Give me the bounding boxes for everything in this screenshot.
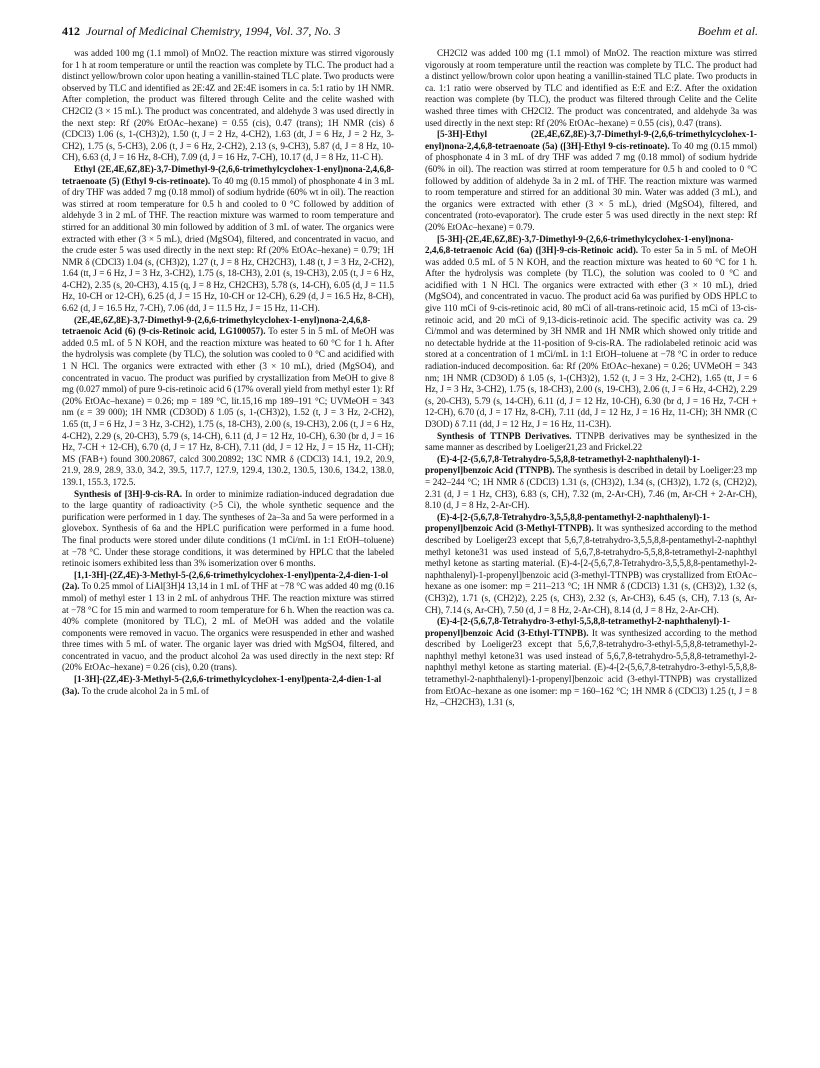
paragraph-text: was added 100 mg (1.1 mmol) of MnO2. The reaction mixture was stirred vigorously for 1 h at room temperature or until the reaction was complete by TLC. The product had a distinct yellow/brown color upon heating a vanillin-stained TLC plate. Two products were observed by TLC and identified as 2E:4Z and 2E:4E isomers in ca. 5:1 ratio by 1H NMR. After completion, the product was filtered through Celite and the celite washed with CH2Cl2 (3 × 15 mL). The product was concentrated, and aldehyde 3 was used directly in the next step: Rf (20% EtOAc–hexane) = 0.55 (cis), 0.47 (trans); 1H NMR (cis) δ (CDCl3) 1.06 (s, 1-(CH3)2), 1.50 (t, J = 2 Hz, 4-CH2), 1.63 (dt, J = 6 Hz, J = 2 Hz, 3-CH2), 1.75 (s, 5-CH3), 2.06 (t, J = 6 Hz, 2-CH2), 2.13 (s, 9-CH3), 5.87 (d, J = 8 Hz, 10-CH), 6.63 (d, J = 16 Hz, 8-CH), 7.09 (d, J = 16 Hz, 7-CH), 10.17 (d, J = 8 Hz, 11-C H).: [62, 48, 394, 163]
journal-citation: Journal of Medicinal Chemistry, 1994, Vol. 37, No. 3: [86, 24, 341, 38]
paragraph-heading: (E)-4-[2-(5,6,7,8-Tetrahydro-3-ethyl-5,5,8,8-tetramethyl-2-naphthalenyl)-1-propenyl]benzoic Acid (3-Ethyl-TTNPB).: [425, 616, 730, 638]
paragraph: [62, 164, 394, 315]
paragraph-text: To 40 mg (0.15 mmol) of phosphonate 4 in 3 mL of dry THF was added 7 mg (0.18 mmol) of sodium hydride (60% wt in oil). The reaction was stirred at room temperature for 0.5 h and cooled to 0 °C followed by addition of aldehyde 3 in 2 mL of THF. The reaction mixture was warmed to room temperature and stirred for an additional 30 min followed by addition of 3 mL of water. The organics were extracted with ether (3 × 5 mL), dried (MgSO4), filtered, and concentrated in vacuo, and the crude ester 5 was used directly in the next step: Rf (20% EtOAc–hexane) = 0.79; 1H NMR δ (CDCl3) 1.04 (s, (CH3)2), 1.27 (t, J = 8 Hz, CH2CH3), 1.48 (t, J = 3 Hz, 2-CH2), 1.64 (tt, J = 6 Hz, J = 3 Hz, 3-CH2), 1.75 (s, 18-CH3), 2.01 (s, 19-CH3), 2.05 (t, J = 6 Hz, 4-CH2), 2.35 (s, 20-CH3), 4.15 (q, J = 8 Hz, CH2CH3), 5.78 (s, 14-CH), 6.05 (d, J = 11.5 Hz, 10-CH or 12-CH), 6.25 (d, J = 15 Hz, 10-CH or 12-CH), 6.29 (d, J = 16.5 Hz, 8-CH), 6.62 (d, J = 16.5 Hz, 7-CH), 7.06 (dd, J = 11.5 Hz, J = 15 Hz, 11-CH).: [62, 175, 394, 314]
paragraph: [425, 512, 757, 616]
paragraph: [62, 674, 394, 697]
right-column: [425, 48, 757, 1058]
paragraph-text: To 40 mg (0.15 mmol) of phosphonate 4 in 3 mL of dry THF was added 7 mg (0.18 mmol) of sodium hydride (60% in oil). The reaction was stirred at room temperature for 0.5 h and cooled to 0 °C followed by addition of aldehyde 3a in 2 mL of THF. The reaction mixture was warmed to room temperature and stirred for an additional 30 min. Water was added (3 mL), and the organics were extracted with ether (3 × 5 mL), dried (MgSO4), filtered, and concentrated (roto-evaporator). The crude ester 5 was used directly in the next step: Rf (20% EtOAc–hexane) = 0.79.: [425, 140, 757, 232]
paragraph-text: The synthesis is described in detail by Loeliger:23 mp = 242–244 °C; 1H NMR δ (CDCl3) 1.31 (s, (CH3)2), 1.34 (s, (CH3)2), 1.72 (s, (CH2)2), 2.31 (d, J = 1 Hz, CH3), 6.83 (s, CH), 7.32 (m, 2-Ar-CH), 7.46 (m, Ar-CH + 2-Ar-CH), 8.10 (d, J = 8 Hz, 2-Ar-CH).: [425, 465, 757, 511]
running-head-author: Boehm et al.: [697, 24, 758, 38]
paragraph-heading: Synthesis of [3H]-9-cis-RA.: [74, 488, 183, 499]
paragraph-heading: Ethyl (2E,4E,6Z,8E)-3,7-Dimethyl-9-(2,6,6-trimethylcyclohex-1-enyl)nona-2,4,6,8-tetraenoate (5) (Ethyl 9-cis-retinoate).: [62, 163, 394, 186]
paragraph-text: To ester 5a in 5 mL of MeOH was added 0.5 mL of 5 N KOH, and the reaction mixture was heated to 60 °C for 1 h. After the hydrolysis was complete (by TLC), the solution was cooled to 0 °C and acidified with 1 N HCl. The organics were extracted with ether (3 × 10 mL), dried (MgSO4), and concentrated in vacuo. The product acid 6a was purified by ODS HPLC to give 110 mCi of 9-cis-retinoic acid, 80 mCi of all-trans-retinoic acid, 15 mCi of 13-cis-retinoic acid, and 20 mCi of 9,13-dicis-retinoic acid. The specific activity was ca. 29 Ci/mmol and was determined by 3H NMR and 1H NMR which showed only tritide and no detectable hydride at the 11-position of 9-cis-RA. The radiolabeled retinoic acid was stored at a concentration of 1 mCi/mL in 1:1 EtOH–toluene at −78 °C in order to reduce radiation-induced decomposition. 6a: Rf (20% EtOAc–hexane) = 0.26; UVMeOH = 343 nm; 1H NMR (CD3OD) δ 1.05 (s, 1-(CH3)2), 1.52 (t, J = 3 Hz, 2-CH2), 1.65 (tt, J = 6 Hz, J = 3 Hz, 3-CH2), 1.75 (s, 18-CH3), 2.00 (s, 19-CH3), 2.06 (t, J = 6 Hz, 4-CH2), 2.29 (s, 20-CH3), 5.79 (s, 14-CH), 6.11 (d, J = 12 Hz, 10-CH), 6.30 (br d, J = 16 Hz, 7-CH + 12-CH), 6.70 (d, J = 17 Hz, 8-CH), 7.11 (dd, J = 12 Hz, J = 16 Hz, 11-CH); 3H NMR (C D3OD) δ 7.11 (dd, J = 12 Hz, J = 16 Hz, 11-C3H).: [425, 245, 757, 429]
paragraph: [425, 454, 757, 512]
paragraph-heading: [1-3H]-(2Z,4E)-3-Methyl-5-(2,6,6-trimethylcyclohex-1-enyl)penta-2,4-dien-1-al (3a).: [62, 674, 382, 696]
paragraph: [62, 48, 394, 164]
paragraph-text: CH2Cl2 was added 100 mg (1.1 mmol) of MnO2. The reaction mixture was stirred vigorously at room temperature until the reaction was complete by TLC. The product had a distinct yellow/brown color upon heating a vanillin-stained TLC plate. Two products in ca. 1:1 ratio were observed by TLC and identified as E:E and E:Z. After the oxidation reaction was complete (by TLC), the product was filtered through Celite and the Celite washed three times with CH2Cl2. The product was concentrated, and aldehyde 3a was used directly in the next step: Rf (20% EtOAc–hexane) = 0.55 (cis), 0.47 (trans).: [425, 48, 757, 128]
paragraph-text: It was synthesized according to the method described by Loeliger23 except that 5,6,7,8-tetrahydro-3-ethyl-5,5,8,8-tetramethyl-2-naphthyl methyl ketone31 was used instead of 5,6,7,8-tetrahydro-5,5,8,8-tetramethyl-2-naphthyl methyl ketone as starting material. (E)-4-[2-(5,6,7,8-tetrahydro-3-ethyl-5,5,8,8-tetramethyl-2-naphthalenyl)-1-propenyl]benzoic acid (3-ethyl-TTNPB) was crystallized from EtOAc–hexane as one isomer: mp = 160–162 °C; 1H NMR δ (CDCl3) 1.25 (t, J = 8 Hz, –CH2CH3), 1.31 (s,: [425, 627, 757, 708]
running-head-left: [62, 24, 340, 39]
paragraph: [62, 315, 394, 489]
paragraph-heading: [5-3H]-Ethyl (2E,4E,6Z,8E)-3,7-Dimethyl-9-(2,6,6-trimethylcyclohex-1-enyl)nona-2,4,6,8-tetraenoate (5a) ([3H]-Ethyl 9-cis-retinoate).: [425, 129, 757, 151]
paragraph-heading: (E)-4-[2-(5,6,7,8-Tetrahydro-3,5,5,8,8-pentamethyl-2-naphthalenyl)-1-propenyl]benzoic Acid (3-Methyl-TTNPB).: [425, 511, 710, 534]
paragraph-heading: (2E,4E,6Z,8E)-3,7-Dimethyl-9-(2,6,6-trimethylcyclohex-1-enyl)nona-2,4,6,8-tetraenoic Acid (6) (9-cis-Retinoic acid, LG100057).: [62, 314, 371, 337]
running-head: [62, 24, 758, 42]
paragraph-heading: [5-3H]-(2E,4E,6Z,8E)-3,7-Dimethyl-9-(2,6,6-trimethylcyclohex-1-enyl)nona-2,4,6,8-tetraenoic Acid (6a) ([3H]-9-cis-Retinoic acid).: [425, 233, 734, 256]
paragraph-text: It was synthesized according to the method described by Loeliger23 except that 5,6,7,8-tetrahydro-3,5,5,8,8-pentamethyl-2-naphthyl methyl ketone31 was used instead of 5,6,7,8-tetrahydro-5,5,8,8-tetramethyl-2-naphthyl methyl ketone as starting material. (E)-4-[2-(5,6,7,8-Tetrahydro-3,5,5,8,8-pentamethyl-2-naphthalenyl)-1-propenyl]benzoic acid (3-methyl-TTNPB) was crystallized from EtOAc–hexane as one isomer: mp = 211–213 °C; 1H NMR δ (CDCl3) 1.31 (s, (CH3)2), 1.32 (s, (CH3)2), 1.71 (s, (CH2)2), 2.25 (s, CH3), 2.32 (s, Ar-CH3), 6.45 (s, CH), 7.13 (s, Ar-CH), 7.14 (s, Ar-CH), 7.50 (d, J = 8 Hz, 2-Ar-CH), 8.14 (d, J = 8 Hz, 2-Ar-CH).: [425, 523, 757, 615]
paragraph: [425, 129, 757, 233]
paragraph-heading: (E)-4-[2-(5,6,7,8-Tetrahydro-5,5,8,8-tetramethyl-2-naphthalenyl)-1-propenyl]benzoic Acid (TTNPB).: [425, 453, 700, 476]
paragraph-text: To ester 5 in 5 mL of MeOH was added 0.5 mL of 5 N KOH, and the reaction mixture was heated to 60 °C for 1 h. After the hydrolysis was complete (by TLC), the solution was cooled to 0 °C and acidified with 1 N HCl. The organics were extracted with ether (3 × 10 mL), dried (MgSO4), and concentrated in vacuo. The product was purified by crystallization from MeOH to give 8 mg (0.027 mmol) of pure 9-cis-retinoic acid 6 (17% overall yield from methyl ester 1): Rf (20% EtOAc–hexane) = 0.26; mp = 189 °C, lit.15,16 mp 189–191 °C; UVMeOH = 343 nm (ε = 39 000); 1H NMR (CD3OD) δ 1.05 (s, 1-(CH3)2), 1.52 (t, J = 3 Hz, 2-CH2), 1.65 (tt, J = 6 Hz, J = 3 Hz, 3-CH2), 1.75 (s, 18-CH3), 2.00 (s, 19-CH3), 2.06 (t, J = 6 Hz, 4-CH2), 2.29 (s, 20-CH3), 5.79 (s, 14-CH), 6.11 (d, J = 12 Hz, 10-CH), 6.30 (br d, J = 16 Hz, 7-CH + 12-CH), 6.70 (d, J = 17 Hz, 8-CH), 7.11 (dd, J = 12 Hz, J = 15 Hz, 11-CH); MS (FAB+) found 300.20867, calcd 300.20892; 13C NMR δ (CDCl3) 14.1, 19.2, 20.9, 21.9, 28.9, 28.9, 33.0, 34.2, 39.5, 117.7, 127.9, 129.4, 130.2, 130.5, 130.6, 134.2, 138.0, 139.1, 155.3, 172.5.: [62, 326, 394, 487]
paragraph-heading: [1,1-3H]-(2Z,4E)-3-Methyl-5-(2,6,6-trimethylcyclohex-1-enyl)penta-2,4-dien-1-ol (2a).: [62, 569, 389, 592]
paragraph-text: TTNPB derivatives may be synthesized in the same manner as described by Loeliger21,23 and Frickel.22: [425, 430, 757, 453]
paragraph: [425, 48, 757, 129]
left-column: [62, 48, 394, 1058]
paragraph-text: To the crude alcohol 2a in 5 mL of: [81, 685, 209, 696]
paragraph: [62, 570, 394, 674]
paragraph: [62, 489, 394, 570]
paragraph-heading: Synthesis of TTNPB Derivatives.: [437, 430, 572, 441]
page-number: 412: [62, 24, 80, 38]
paragraph: [425, 431, 757, 454]
paragraph-text: In order to minimize radiation-induced degradation due to the large quantity of radioactivity (>5 Ci), the whole synthetic sequence and the purification were performed in 1 day. The syntheses of 2a–3a and 5a were performed in a glovebox. Synthesis of 6a and the HPLC purification were performed in a fume hood. The final products were stored under dilute conditions (1 mCi/mL in 1:1 EtOH–toluene) at −78 °C. Under these storage conditions, it was determined by HPLC that the labeled retinoic isomers exhibited less than 3% isomerization over 6 months.: [62, 488, 394, 569]
paragraph: [425, 234, 757, 431]
paragraph: [425, 616, 757, 709]
paragraph-text: To 0.25 mmol of LiAl[3H]4 13,14 in 1 mL of THF at −78 °C was added 40 mg (0.16 mmol) of methyl ester 1 13 in 2 mL of anhydrous THF. The reaction mixture was stirred at −78 °C for 15 min and warmed to room temperature for 6 h. When the reaction was ca. 40% complete (monitored by TLC), 2 mL of MeOH was added and the volatile components were removed in vacuo. The organics were resuspended in ether and washed three times with 5 mL of water. The organic layer was dried with MgSO4, filtered, and concentrated in vacuo, and the product alcohol 2a was used directly in the next step: Rf (20% EtOAc–hexane) = 0.26 (cis), 0.20 (trans).: [62, 581, 394, 673]
